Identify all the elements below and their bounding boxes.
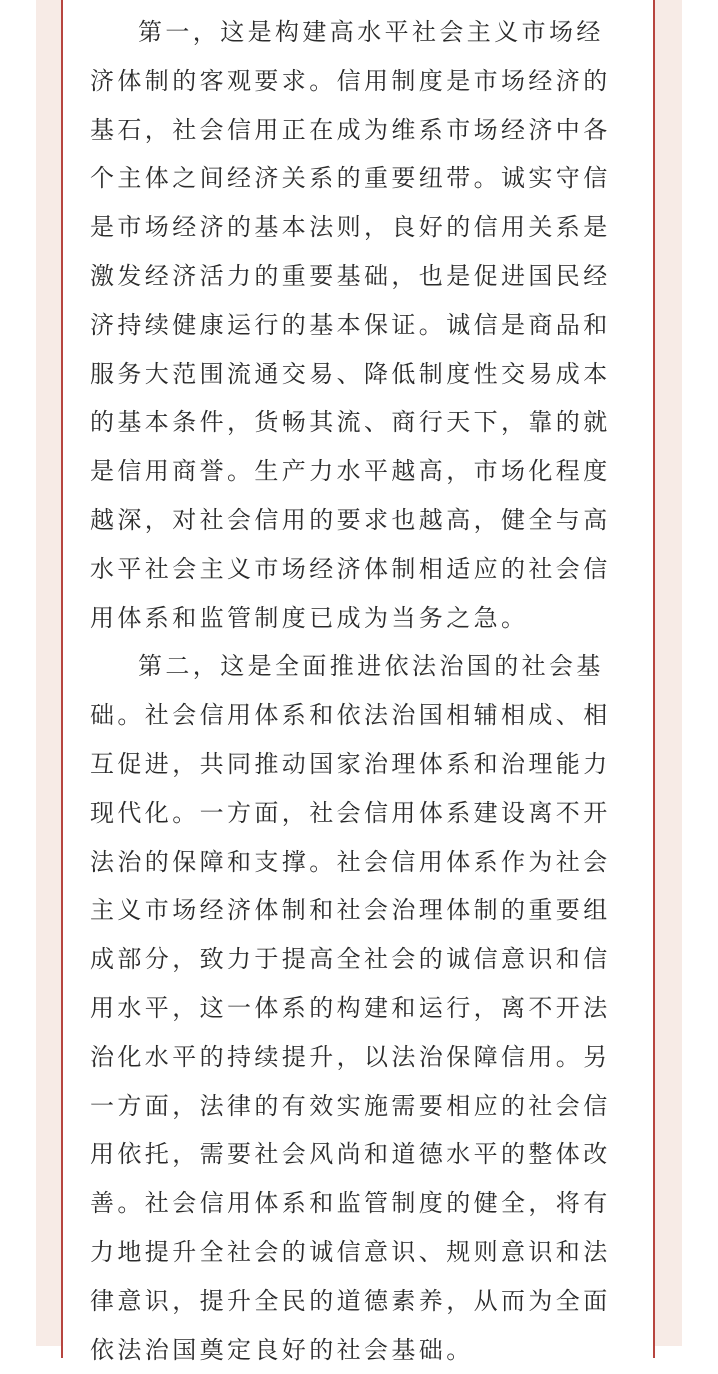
text-line: 现代化。一方面，社会信用体系建设离不开 [90, 798, 611, 827]
text-line: 互促进，共同推动国家治理体系和治理能力 [90, 749, 611, 778]
text-line: 成部分，致力于提高全社会的诚信意识和信 [90, 945, 611, 974]
text-line: 个主体之间经济关系的重要纽带。诚实守信 [90, 164, 611, 193]
text-line: 用水平，这一体系的构建和运行，离不开法 [90, 993, 611, 1022]
text-line: 一方面，法律的有效实施需要相应的社会信 [90, 1091, 611, 1120]
text-line: 基石，社会信用正在成为维系市场经济中各 [90, 115, 611, 144]
article-body [90, 8, 628, 1374]
text-line: 用体系和监管制度已成为当务之急。 [90, 603, 529, 632]
text-line: 法治的保障和支撑。社会信用体系作为社会 [90, 847, 611, 876]
text-line: 水平社会主义市场经济体制相适应的社会信 [90, 554, 611, 583]
text-line: 是市场经济的基本法则，良好的信用关系是 [90, 213, 611, 242]
text-line: 越深，对社会信用的要求也越高，健全与高 [90, 505, 611, 534]
text-line: 济体制的客观要求。信用制度是市场经济的 [90, 66, 611, 95]
text-line: 的基本条件，货畅其流、商行天下，靠的就 [90, 408, 611, 437]
text-line: 用依托，需要社会风尚和道德水平的整体改 [90, 1140, 611, 1169]
text-line: 激发经济活力的重要基础，也是促进国民经 [90, 261, 611, 290]
text-line: 是信用商誉。生产力水平越高，市场化程度 [90, 457, 611, 486]
paragraph-1 [90, 8, 628, 642]
text-line: 善。社会信用体系和监管制度的健全，将有 [90, 1189, 611, 1218]
text-line: 治化水平的持续提升，以法治保障信用。另 [90, 1042, 611, 1071]
text-line: 律意识，提升全民的道德素养，从而为全面 [90, 1286, 611, 1315]
text-line: 主义市场经济体制和社会治理体制的重要组 [90, 896, 611, 925]
text-line: 第一，这是构建高水平社会主义市场经 [138, 18, 604, 46]
text-line: 济持续健康运行的基本保证。诚信是商品和 [90, 310, 611, 339]
paragraph-2 [90, 642, 628, 1374]
text-line: 服务大范围流通交易、降低制度性交易成本 [90, 359, 611, 388]
text-line: 第二，这是全面推进依法治国的社会基 [138, 652, 604, 681]
text-line: 力地提升全社会的诚信意识、规则意识和法 [90, 1237, 611, 1266]
text-line: 依法治国奠定良好的社会基础。 [90, 1335, 474, 1364]
text-line: 础。社会信用体系和依法治国相辅相成、相 [90, 701, 611, 730]
